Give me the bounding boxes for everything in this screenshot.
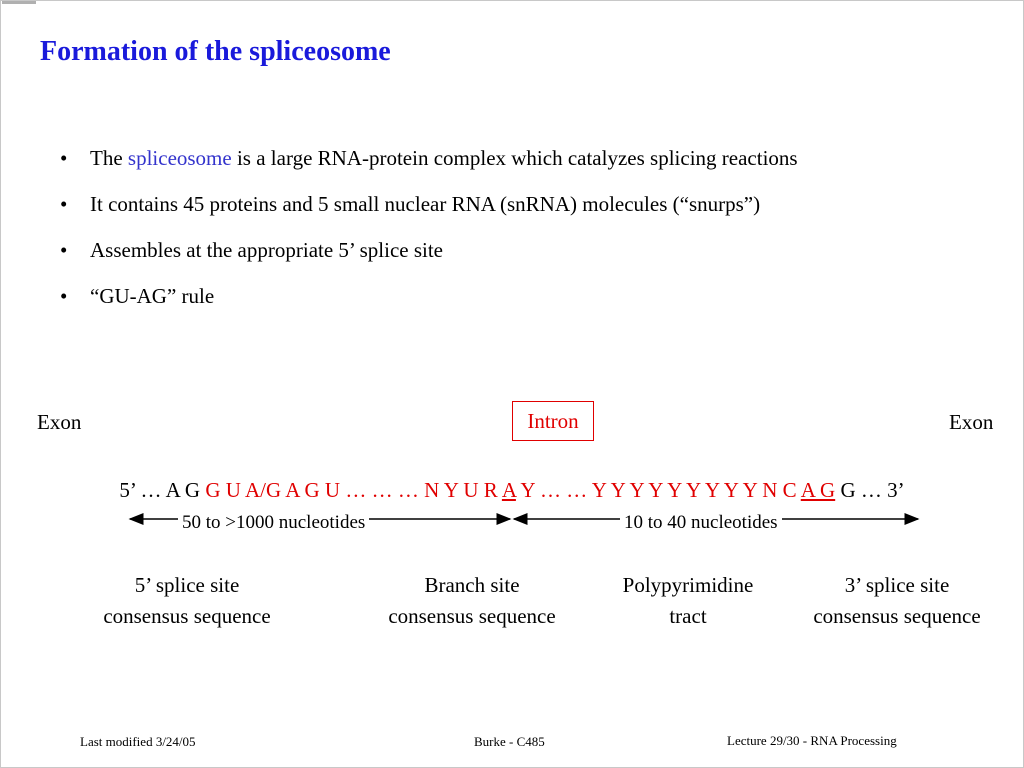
- bullet-item: [60, 189, 940, 219]
- splice-sequence: [0, 478, 1024, 503]
- bullet-dot: •: [60, 146, 68, 170]
- sequence-red-2: Y … … Y Y Y Y Y Y Y Y Y N C: [515, 478, 801, 502]
- caption-line-1: Branch site: [424, 573, 520, 597]
- bullet-item: [60, 281, 940, 311]
- exon-right-label: Exon: [949, 410, 994, 434]
- footer-course: Burke - C485: [474, 734, 545, 749]
- caption-line-2: consensus sequence: [388, 604, 556, 628]
- caption-line-1: Polypyrimidine: [622, 573, 754, 597]
- caption-line-2: tract: [669, 604, 707, 628]
- bullet-dot: •: [60, 284, 68, 308]
- corner-mark: [2, 1, 36, 4]
- bullet-text: Assembles at the appropriate 5’ splice site: [90, 238, 444, 262]
- branch-point-a: A: [501, 478, 516, 502]
- sequence-start: 5’ … A G: [119, 478, 206, 502]
- caption-line-1: 5’ splice site: [134, 573, 240, 597]
- caption-line-2: consensus sequence: [813, 604, 981, 628]
- span-arrows: [0, 505, 1024, 545]
- bullet-text-post: is a large RNA-protein complex which catalyzes splicing reactions: [231, 146, 798, 170]
- bullet-item: [60, 235, 940, 265]
- caption-line-1: 3’ splice site: [844, 573, 950, 597]
- bullet-list: [60, 143, 940, 327]
- three-prime-ag: A G: [800, 478, 836, 502]
- footer-lecture: Lecture 29/30 - RNA Processing: [727, 733, 897, 748]
- sequence-red-1: G U A/G A G U … … … N Y U R: [205, 478, 502, 502]
- caption-branch-site: [369, 570, 575, 632]
- span-2-label: 10 to 40 nucleotides: [620, 512, 782, 534]
- caption-line-2: consensus sequence: [103, 604, 271, 628]
- bullet-dot: •: [60, 192, 68, 216]
- caption-polypyrimidine-tract: [605, 570, 771, 632]
- bullet-text: It contains 45 proteins and 5 small nuclear RNA (snRNA) molecules (“snurps”): [90, 192, 761, 216]
- bullet-dot: •: [60, 238, 68, 262]
- footer-last-modified: Last modified 3/24/05: [80, 734, 196, 749]
- caption-3-splice-site: [794, 570, 1000, 632]
- spliceosome-highlight: spliceosome: [127, 146, 232, 170]
- exon-left-label: Exon: [37, 410, 82, 434]
- bullet-item: [60, 143, 940, 173]
- sequence-end: G … 3’: [835, 478, 905, 502]
- slide-title: Formation of the spliceosome: [40, 36, 391, 67]
- bullet-text-pre: The: [90, 146, 128, 170]
- caption-5-splice-site: [84, 570, 290, 632]
- span-1-label: 50 to >1000 nucleotides: [178, 512, 369, 534]
- bullet-text: “GU-AG” rule: [90, 284, 215, 308]
- intron-label: Intron: [512, 401, 594, 441]
